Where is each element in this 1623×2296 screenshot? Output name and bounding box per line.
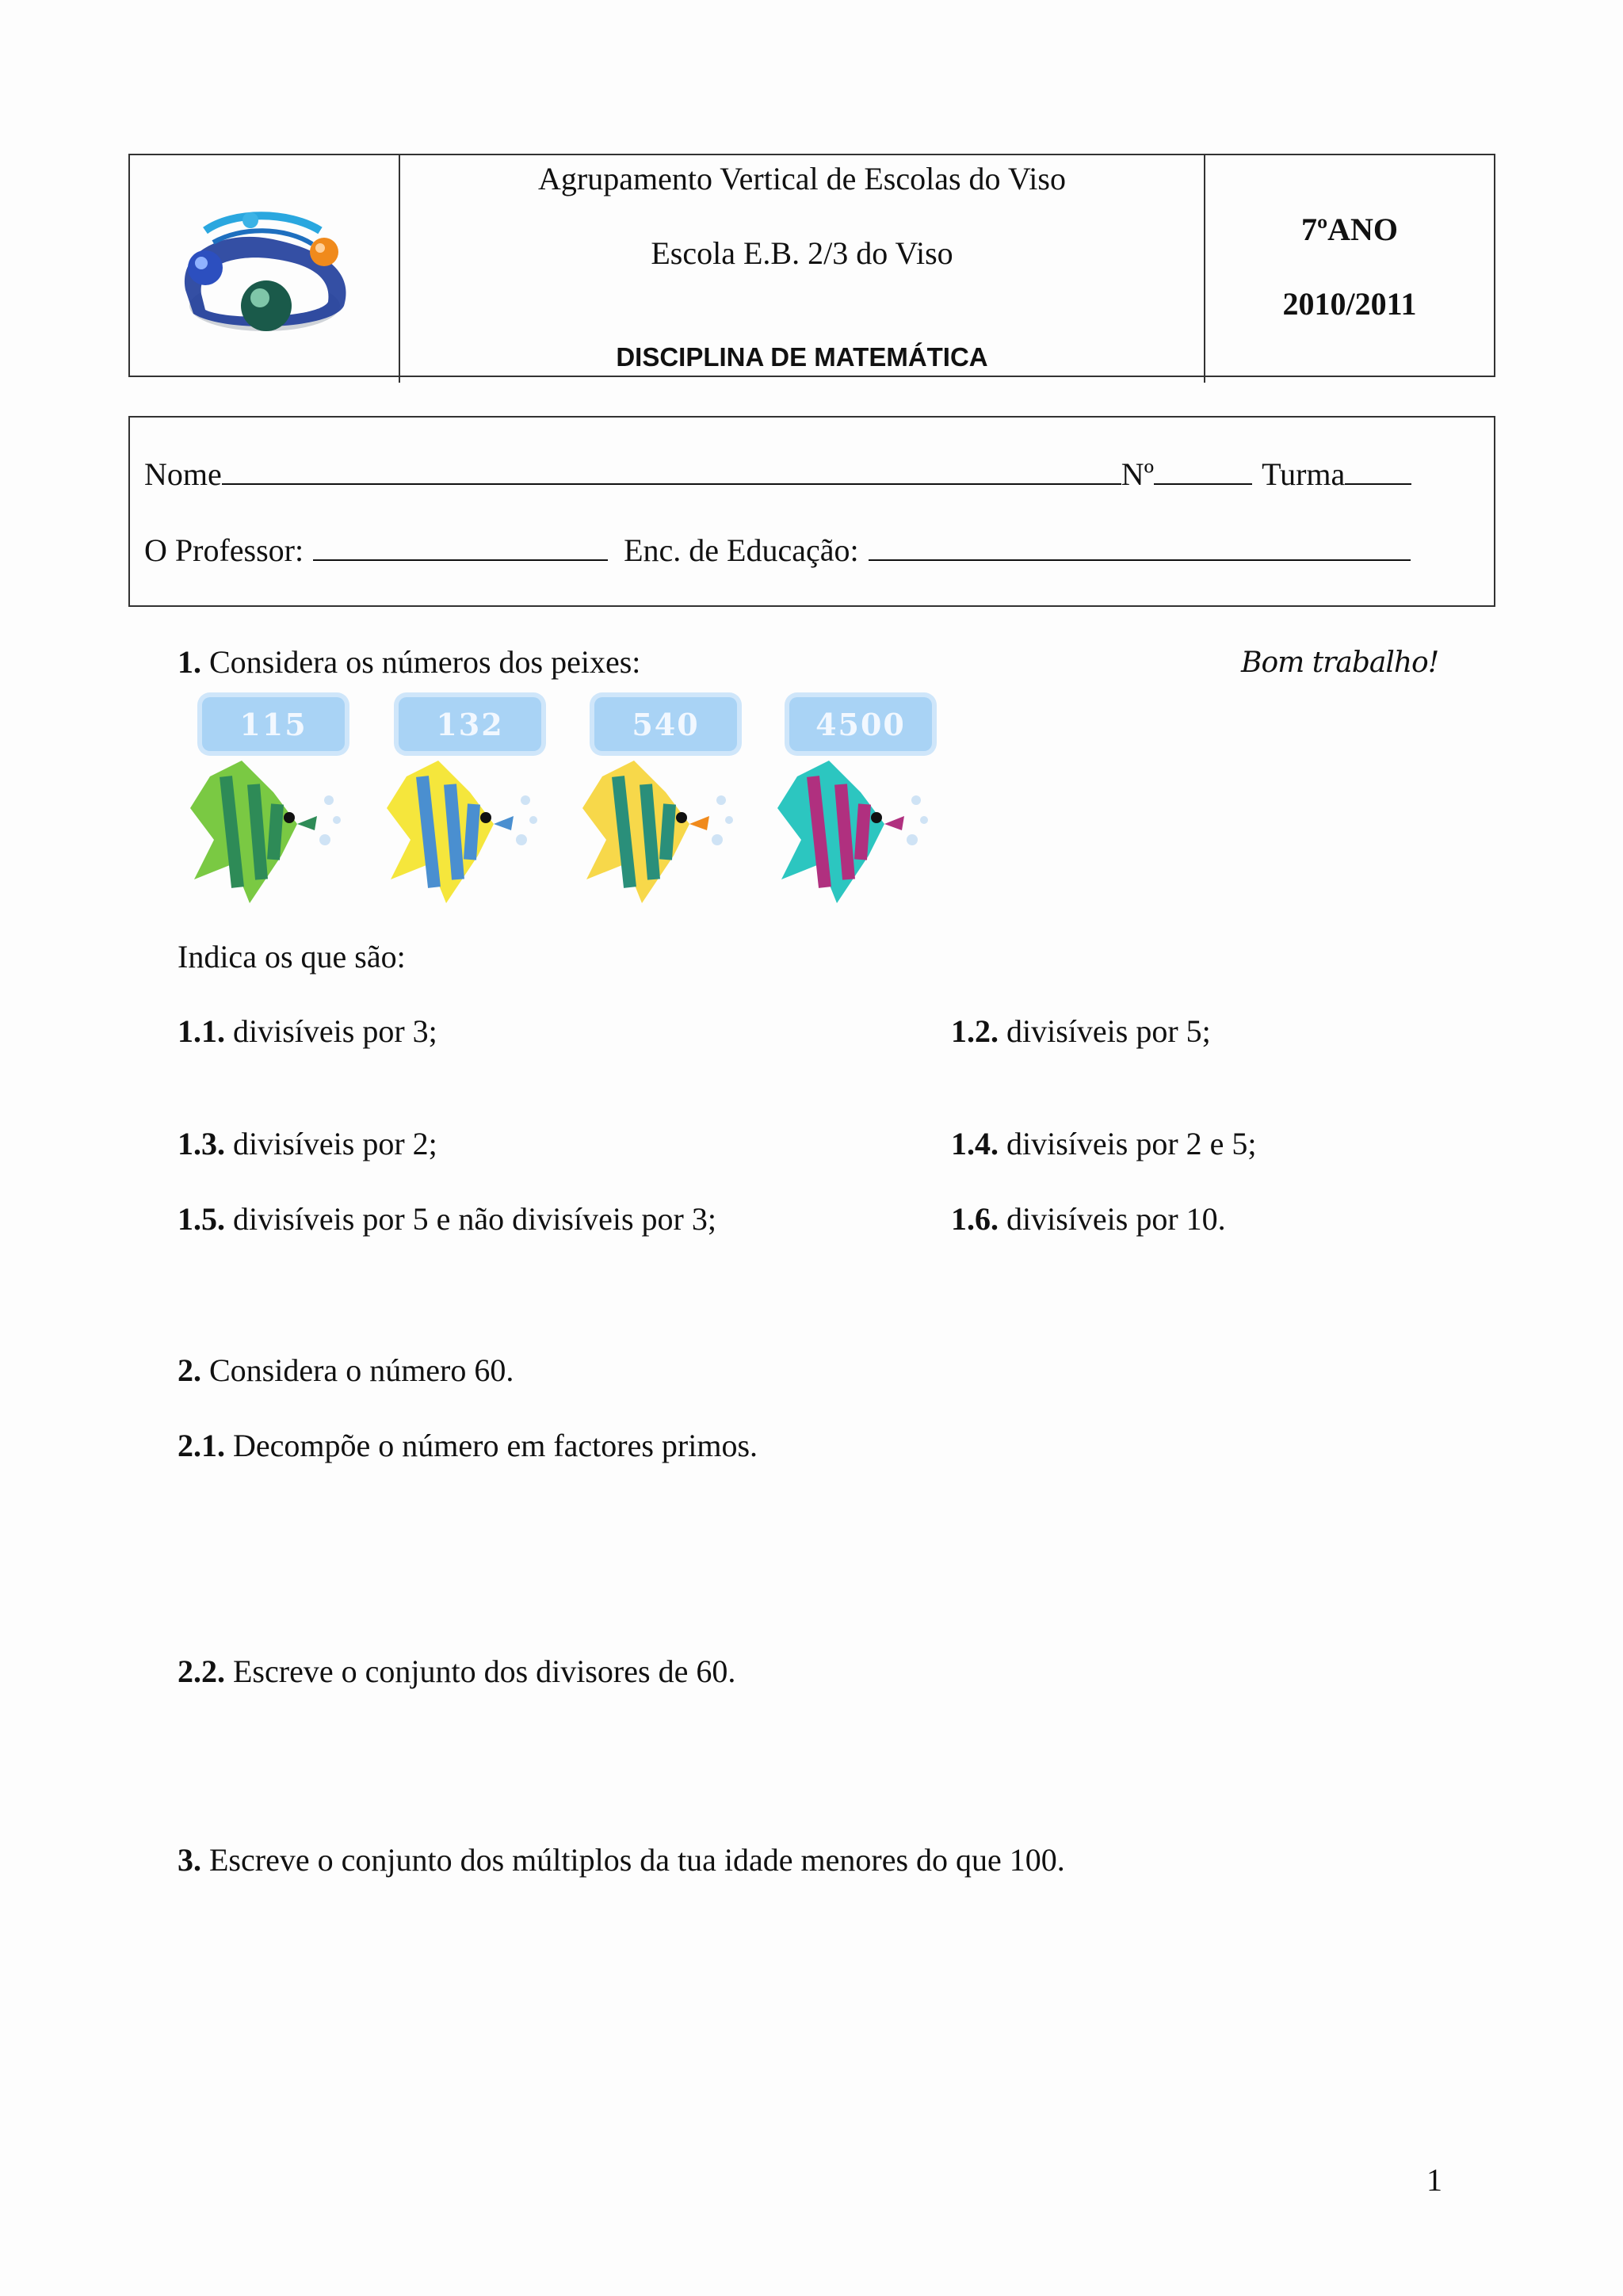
fish-3-image (571, 745, 745, 927)
fish-4-image (766, 745, 940, 927)
question-text: divisíveis por 5 e não divisíveis por 3; (233, 1201, 716, 1237)
question-number: 1.3. (178, 1126, 225, 1161)
discipline-title: DISCIPLINA DE MATEMÁTICA (616, 342, 988, 372)
question-1-number: 1. (178, 644, 201, 680)
fish-1-image (178, 745, 353, 927)
fish-3 (571, 697, 737, 927)
guardian-field[interactable] (869, 532, 1411, 561)
class-field[interactable] (1345, 456, 1411, 485)
name-row (144, 456, 1411, 493)
question-3-text: Escreve o conjunto dos múltiplos da tua idade menores do que 100. (209, 1842, 1065, 1878)
logo-cell (130, 155, 400, 383)
school-name-cell (400, 155, 1205, 383)
question-3-number: 3. (178, 1842, 201, 1878)
student-info-box (128, 416, 1495, 607)
fish-4 (766, 697, 932, 927)
question-text: Decompõe o número em factores primos. (233, 1428, 758, 1463)
question-1-text: Considera os números dos peixes: (209, 644, 641, 680)
fish-1 (178, 697, 345, 927)
school-name: Escola E.B. 2/3 do Viso (651, 235, 953, 271)
question-1 (178, 643, 640, 681)
question-number: 1.1. (178, 1013, 225, 1049)
page-number: 1 (1426, 2162, 1442, 2198)
indicate-instruction: Indica os que são: (178, 939, 406, 974)
question-1-4 (951, 1125, 1257, 1162)
question-1-1 (178, 1013, 437, 1050)
guardian-label: Enc. de Educação: (624, 532, 859, 568)
question-2-1 (178, 1427, 758, 1464)
fish-4-number: 4500 (789, 697, 932, 751)
question-text: divisíveis por 5; (1006, 1013, 1211, 1049)
number-label: Nº (1121, 456, 1155, 492)
question-number: 1.2. (951, 1013, 999, 1049)
question-1-3 (178, 1125, 437, 1162)
fish-1-number: 115 (202, 697, 345, 751)
name-label: Nome (144, 456, 222, 492)
teacher-row (144, 532, 1411, 569)
question-1-5 (178, 1200, 716, 1238)
question-text: divisíveis por 3; (233, 1013, 437, 1049)
question-text: Escreve o conjunto dos divisores de 60. (233, 1653, 736, 1689)
question-2 (178, 1352, 514, 1389)
question-3 (178, 1841, 1065, 1878)
question-text: divisíveis por 2 e 5; (1006, 1126, 1257, 1161)
question-number: 2.2. (178, 1653, 225, 1689)
fish-2-image (375, 745, 549, 927)
number-field[interactable] (1154, 456, 1252, 485)
question-text: divisíveis por 10. (1006, 1201, 1226, 1237)
question-number: 2.1. (178, 1428, 225, 1463)
school-logo (130, 155, 400, 379)
fish-2 (375, 697, 541, 927)
question-1-6 (951, 1200, 1226, 1238)
fish-3-number: 540 (594, 697, 737, 751)
teacher-field[interactable] (313, 532, 608, 561)
school-group: Agrupamento Vertical de Escolas do Viso (538, 161, 1066, 196)
question-2-text: Considera o número 60. (209, 1352, 514, 1388)
grade-cell (1205, 155, 1494, 383)
grade-label: 7ºANO (1300, 212, 1399, 247)
question-text: divisíveis por 2; (233, 1126, 437, 1161)
school-year: 2010/2011 (1282, 286, 1417, 322)
question-2-2 (178, 1653, 735, 1690)
teacher-label: O Professor: (144, 532, 304, 568)
fish-2-number: 132 (399, 697, 541, 751)
question-2-number: 2. (178, 1352, 201, 1388)
class-label: Turma (1262, 456, 1346, 492)
school-header (128, 154, 1495, 377)
question-number: 1.6. (951, 1201, 999, 1237)
question-1-2 (951, 1013, 1211, 1050)
question-number: 1.5. (178, 1201, 225, 1237)
greeting: Bom trabalho! (1241, 646, 1439, 679)
name-field[interactable] (222, 456, 1121, 485)
question-number: 1.4. (951, 1126, 999, 1161)
